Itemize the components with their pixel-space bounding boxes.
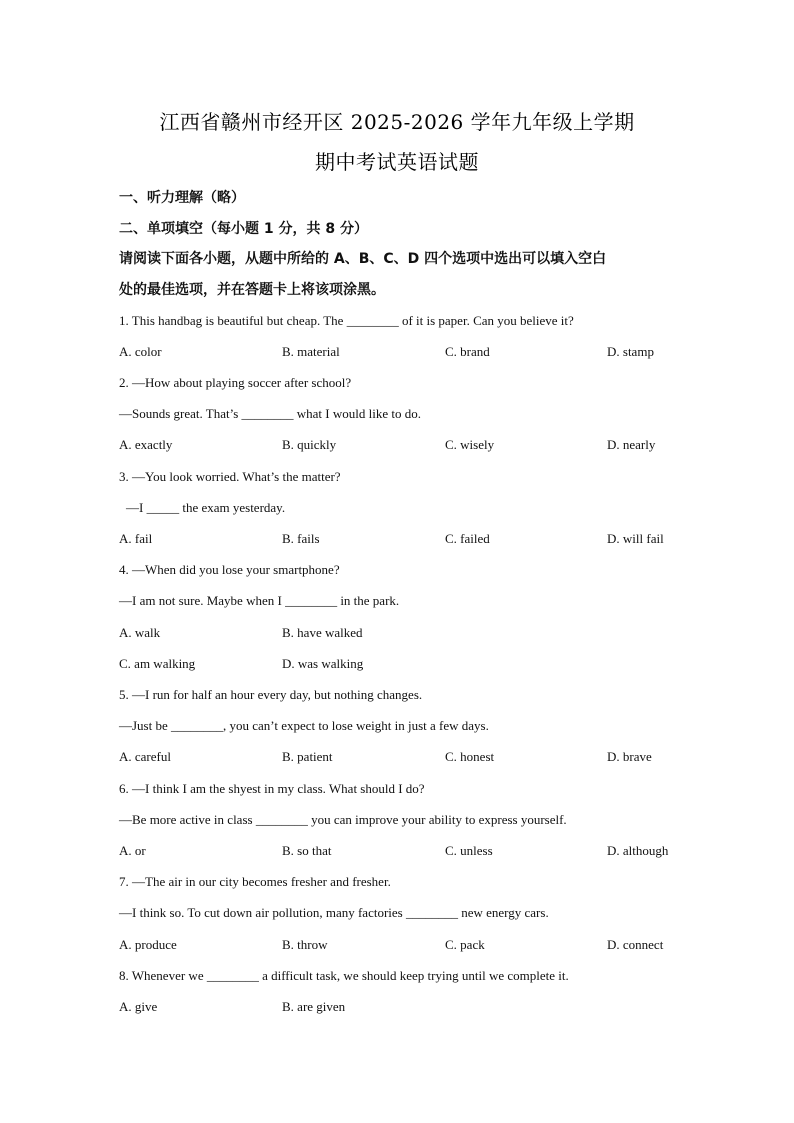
question-6-option-d: D. although (607, 843, 669, 858)
question-7-option-b: B. throw (282, 937, 328, 952)
question-2-stem: 2. —How about playing soccer after school? (119, 375, 352, 390)
question-4-response: —I am not sure. Maybe when I ________ in the park. (119, 593, 400, 608)
question-5-response: —Just be ________, you can’t expect to lose weight in just a few days. (119, 718, 489, 733)
instruction-line-1: 请阅读下面各小题，从题中所给的 A、B、C、D 四个选项中选出可以填入空白 (119, 251, 607, 267)
question-7-option-d: D. connect (607, 937, 664, 952)
exam-title-line2: 期中考试英语试题 (315, 150, 479, 174)
question-4-option-a: A. walk (119, 625, 161, 640)
question-3-option-b: B. fails (282, 531, 320, 546)
question-4-stem: 4. —When did you lose your smartphone? (119, 562, 340, 577)
question-8-stem: 8. Whenever we ________ a difficult task, we should keep trying until we complete it. (119, 968, 569, 983)
question-5-option-d: D. brave (607, 749, 652, 764)
question-6-stem: 6. —I think I am the shyest in my class. What should I do? (119, 781, 425, 796)
question-7-option-a: A. produce (119, 937, 177, 952)
question-4-option-c: C. am walking (119, 656, 196, 671)
question-4-option-b: B. have walked (282, 625, 363, 640)
question-3-stem: 3. —You look worried. What’s the matter? (119, 469, 341, 484)
question-6-response: —Be more active in class ________ you can improve your ability to express yourself. (119, 812, 567, 827)
question-3-option-c: C. failed (445, 531, 490, 546)
section-heading-listening: 一、听力理解（略） (119, 190, 245, 206)
question-7-response: —I think so. To cut down air pollution, many factories ________ new energy cars. (119, 905, 549, 920)
question-6-option-a: A. or (119, 843, 146, 858)
question-1-option-d: D. stamp (607, 344, 654, 359)
question-5-option-b: B. patient (282, 749, 333, 764)
question-8-option-b: B. are given (282, 999, 346, 1014)
exam-title-line1: 江西省赣州市经开区 2025-2026 学年九年级上学期 (159, 110, 635, 134)
question-1-option-c: C. brand (445, 344, 490, 359)
question-3-response: —I _____ the exam yesterday. (126, 500, 286, 515)
question-3-option-a: A. fail (119, 531, 153, 546)
question-6-option-b: B. so that (282, 843, 332, 858)
question-8-option-a: A. give (119, 999, 158, 1014)
question-2-option-d: D. nearly (607, 437, 656, 452)
question-2-option-a: A. exactly (119, 437, 173, 452)
question-6-option-c: C. unless (445, 843, 493, 858)
question-1-stem: 1. This handbag is beautiful but cheap. The ________ of it is paper. Can you believe it? (119, 313, 574, 328)
question-5-stem: 5. —I run for half an hour every day, but nothing changes. (119, 687, 423, 702)
question-3-option-d: D. will fail (607, 531, 664, 546)
question-7-option-c: C. pack (445, 937, 485, 952)
question-4-option-d: D. was walking (282, 656, 364, 671)
question-2-option-b: B. quickly (282, 437, 337, 452)
question-2-option-c: C. wisely (445, 437, 495, 452)
section-heading-single-choice: 二、单项填空（每小题 1 分，共 8 分） (119, 221, 368, 237)
question-5-option-c: C. honest (445, 749, 495, 764)
instruction-line-2: 处的最佳选项，并在答题卡上将该项涂黑。 (119, 282, 385, 298)
question-1-option-a: A. color (119, 344, 162, 359)
question-7-stem: 7. —The air in our city becomes fresher and fresher. (119, 874, 391, 889)
question-2-response: —Sounds great. That’s ________ what I would like to do. (119, 406, 421, 421)
question-5-option-a: A. careful (119, 749, 171, 764)
question-1-option-b: B. material (282, 344, 340, 359)
